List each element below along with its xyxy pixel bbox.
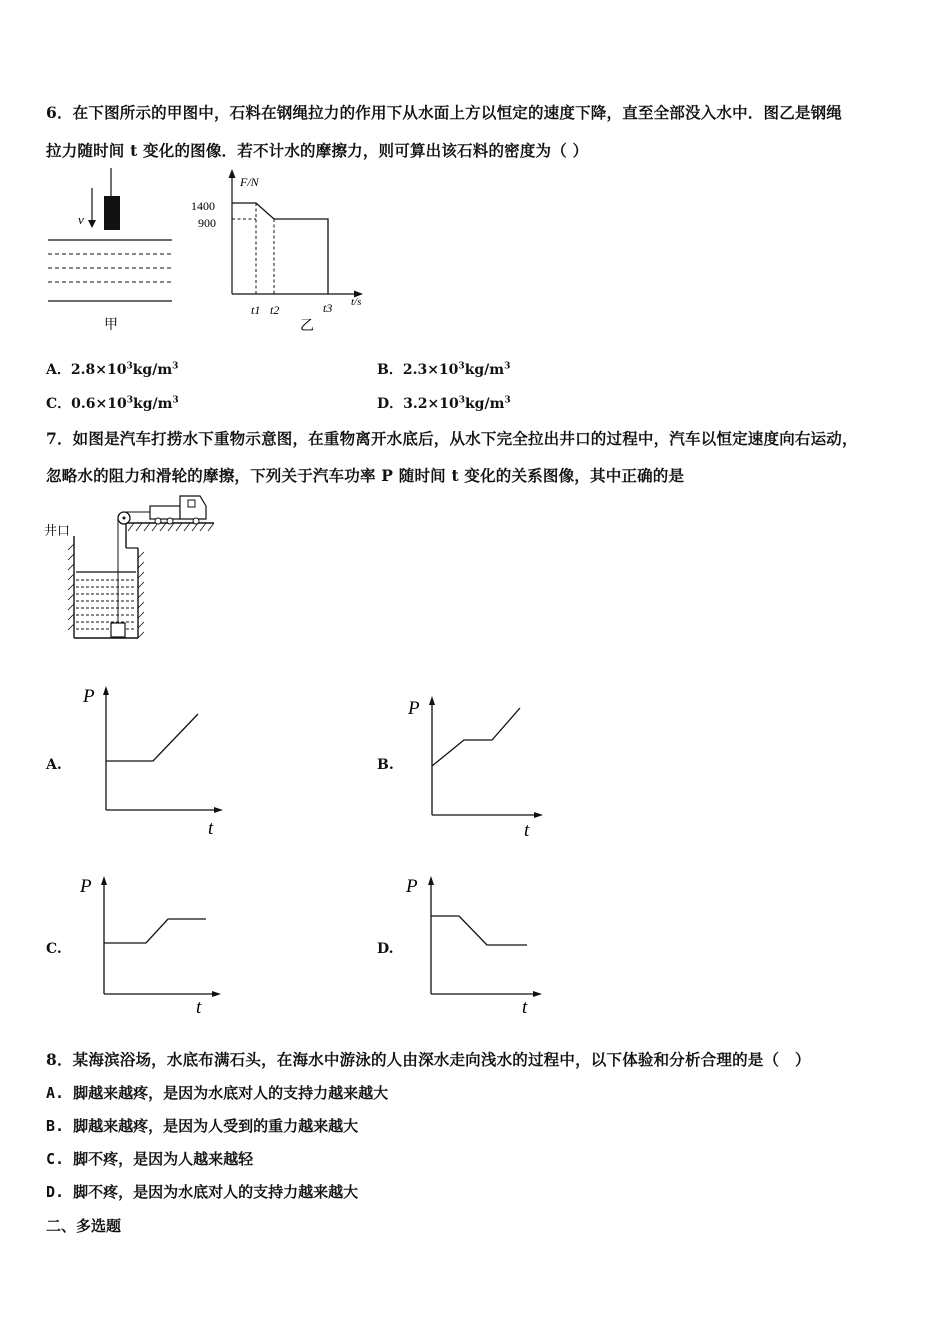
- section-heading: 二、多选题: [46, 1217, 122, 1235]
- option-label: A．: [46, 362, 71, 378]
- y-axis-arrow: [103, 686, 109, 695]
- y-axis-label: F/N: [240, 175, 259, 189]
- x-axis-arrow: [214, 807, 223, 813]
- option-unit: kg/m: [464, 396, 505, 412]
- option-unit: kg/m: [464, 362, 505, 378]
- velocity-label: v: [78, 212, 84, 227]
- q8-option-b[interactable]: B. 脚越来越疼，是因为人受到的重力越来越大: [46, 1117, 359, 1135]
- q7-option-b-label[interactable]: B.: [377, 757, 394, 773]
- q7-option-a-label[interactable]: A.: [46, 757, 62, 773]
- option-unit-exponent: 3: [504, 395, 511, 406]
- well-label: 井口: [44, 523, 71, 538]
- q7-option-d-graph[interactable]: [403, 870, 553, 1020]
- y-tick-label: 900: [198, 216, 216, 230]
- truck-wheel: [155, 518, 161, 524]
- q7-option-a-graph[interactable]: [78, 676, 228, 838]
- velocity-arrowhead: [88, 220, 96, 228]
- y-tick-label: 1400: [191, 199, 215, 213]
- q7-well-diagram: [40, 488, 220, 648]
- option-value: 0.6×10: [71, 396, 127, 412]
- option-unit-exponent: 3: [172, 361, 179, 372]
- q6-option-a[interactable]: [46, 359, 178, 379]
- p-axis-label: P: [406, 876, 418, 897]
- option-exponent: 3: [126, 395, 133, 406]
- stone-block: [104, 196, 120, 230]
- t-axis-label: t: [522, 997, 528, 1018]
- t-axis-label: t: [196, 997, 202, 1018]
- q7-option-c-graph[interactable]: [76, 870, 226, 1020]
- q6-stem-line2: 拉力随时间 t 变化的图像．若不计水的摩擦力，则可算出该石料的密度为（ ）: [46, 141, 589, 160]
- option-unit: kg/m: [132, 362, 173, 378]
- p-axis-label: P: [80, 876, 92, 897]
- q6-figure-yi: [188, 168, 378, 338]
- q7-stem-line1: 7．如图是汽车打捞水下重物示意图，在重物离开水底后，从水下完全拉出井口的过程中，汽车以恒定速度向右运动，: [46, 429, 858, 448]
- q8-option-c[interactable]: C. 脚不疼，是因为人越来越轻: [46, 1150, 254, 1168]
- option-label: B．: [377, 362, 403, 378]
- truck-body: [150, 506, 180, 519]
- t-axis-label: t: [208, 818, 214, 838]
- water-lines: [76, 572, 136, 629]
- option-exponent: 3: [458, 361, 465, 372]
- q6-option-b[interactable]: [377, 359, 510, 379]
- q6-option-c[interactable]: [46, 393, 179, 413]
- power-curve: [104, 919, 206, 943]
- p-axis-label: P: [83, 686, 95, 707]
- option-unit-exponent: 3: [504, 361, 511, 372]
- truck-wheel: [167, 518, 173, 524]
- option-value: 3.2×10: [403, 396, 459, 412]
- y-axis-arrow: [101, 876, 107, 885]
- x-tick-label: t1: [251, 303, 261, 317]
- option-unit-exponent: 3: [172, 395, 179, 406]
- y-axis-arrow: [428, 876, 434, 885]
- q8-stem: 8．某海滨浴场，水底布满石头，在海水中游泳的人由深水走向浅水的过程中，以下体验和分析合理的是（ ）: [46, 1050, 811, 1069]
- truck-wheel: [193, 518, 199, 524]
- x-axis-arrow: [212, 991, 221, 997]
- x-tick-label: t2: [270, 303, 280, 317]
- wall-hatch: [68, 544, 144, 638]
- x-tick-label: t3: [323, 301, 333, 315]
- power-curve: [432, 708, 520, 766]
- q6-figure-jia: [44, 168, 179, 338]
- pulley-axle: [123, 517, 126, 520]
- q7-stem-line2: 忽略水的阻力和滑轮的摩擦，下列关于汽车功率 P 随时间 t 变化的关系图像，其中正确的是: [46, 466, 685, 485]
- force-curve: [232, 203, 328, 294]
- q8-option-d[interactable]: D. 脚不疼，是因为水底对人的支持力越来越大: [46, 1183, 359, 1201]
- option-label: C．: [46, 396, 72, 412]
- p-axis-label: P: [408, 698, 420, 719]
- q6-stem-line1: 6．在下图所示的甲图中，石料在钢绳拉力的作用下从水面上方以恒定的速度下降，直至全部没入水中．图乙是钢绳: [46, 103, 842, 122]
- q6-option-d[interactable]: [377, 393, 511, 413]
- option-exponent: 3: [126, 361, 133, 372]
- power-curve: [106, 714, 198, 761]
- figure-caption: 乙: [300, 319, 314, 334]
- y-axis-arrow: [429, 696, 435, 705]
- t-axis-label: t: [524, 820, 530, 840]
- y-axis-arrow: [229, 169, 236, 178]
- x-axis-label: t/s: [351, 296, 362, 308]
- heavy-object: [111, 623, 125, 637]
- q7-option-d-label[interactable]: D.: [377, 941, 394, 957]
- option-label: D．: [377, 396, 404, 412]
- option-unit: kg/m: [133, 396, 173, 412]
- figure-caption: 甲: [104, 318, 118, 333]
- q8-option-a[interactable]: A. 脚越来越疼，是因为水底对人的支持力越来越大: [46, 1084, 389, 1102]
- x-axis-arrow: [534, 812, 543, 818]
- q7-option-b-graph[interactable]: [404, 690, 554, 840]
- x-axis-arrow: [533, 991, 542, 997]
- option-value: 2.3×10: [402, 362, 459, 378]
- option-value: 2.8×10: [70, 362, 127, 378]
- q7-option-c-label[interactable]: C.: [46, 941, 62, 957]
- power-curve: [431, 916, 527, 945]
- option-exponent: 3: [458, 395, 465, 406]
